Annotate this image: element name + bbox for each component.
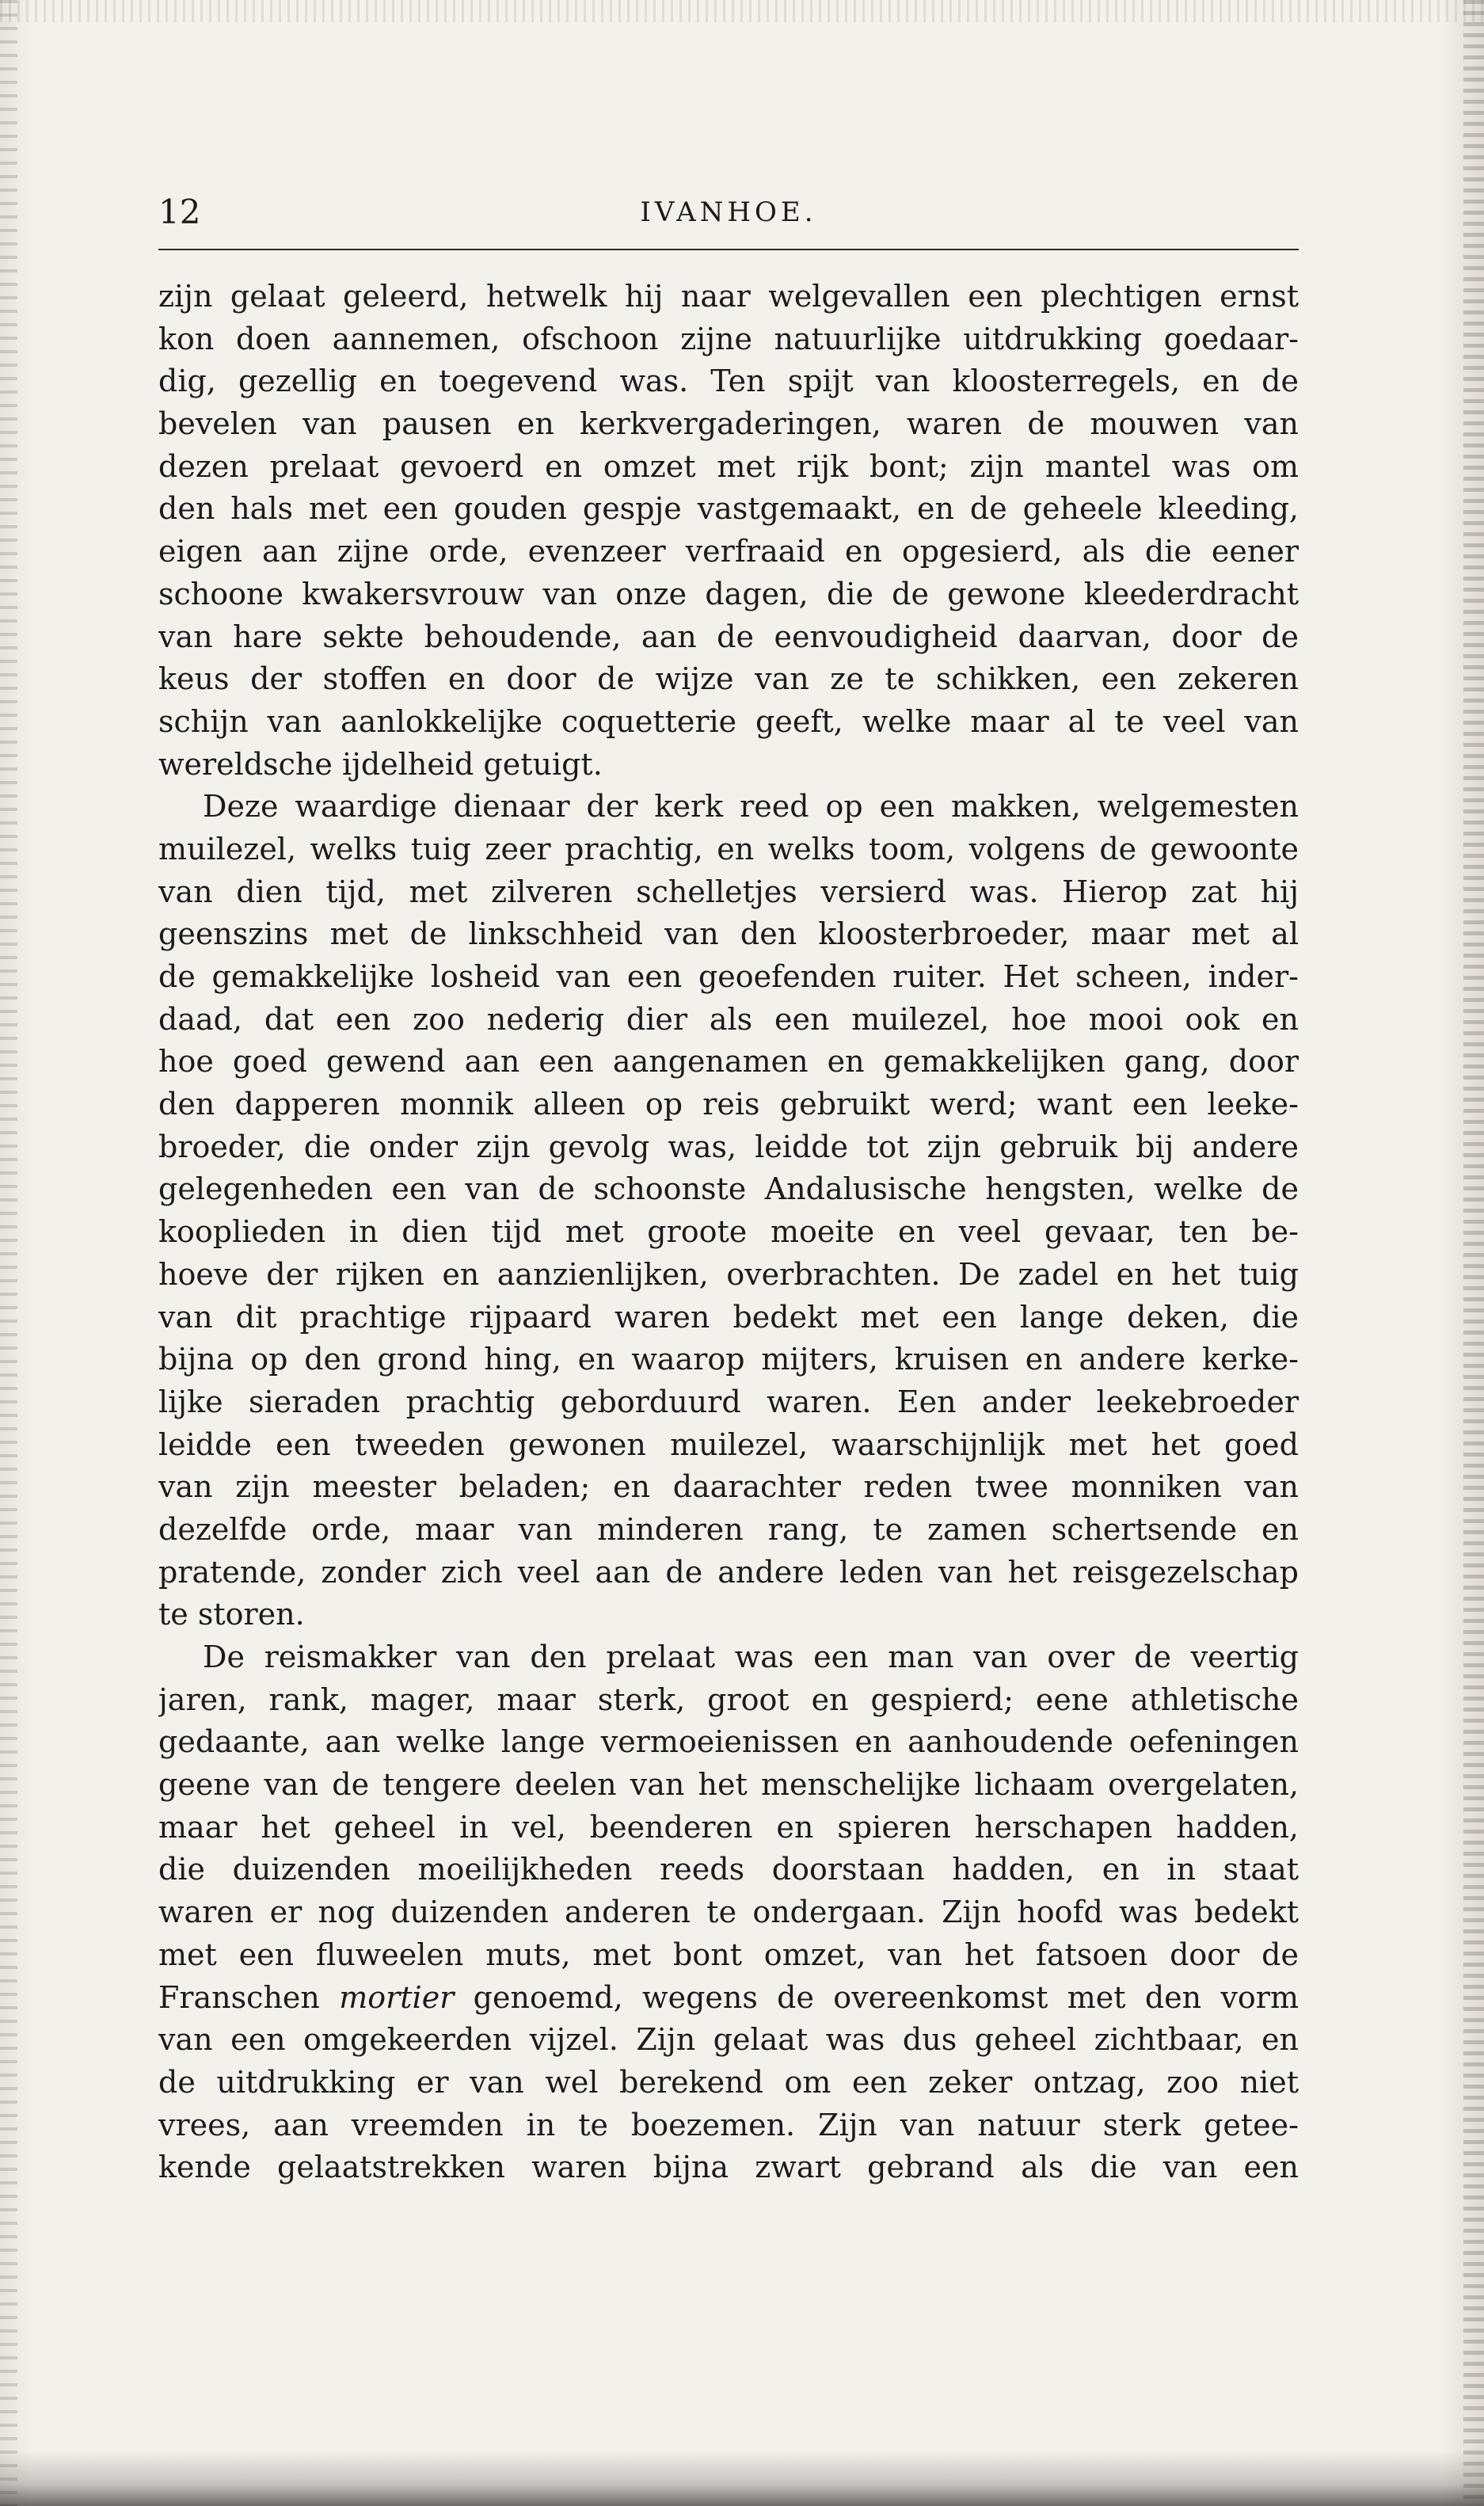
text-line: gedaante, aan welke lange vermoeienissen en aanhoudende oefeningen — [158, 1724, 1299, 1760]
body-text — [158, 276, 1299, 2189]
text-line: jaren, rank, mager, maar sterk, groot en gespierd; eene athletische — [158, 1681, 1299, 1717]
text-line: hoeve der rijken en aanzienlijken, overbrachten. De zadel en het tuig — [158, 1256, 1299, 1292]
running-title: IVANHOE. — [640, 196, 817, 228]
scan-edge-top — [0, 0, 1484, 22]
scan-edge-bottom — [0, 2451, 1484, 2506]
text-line: hoe goed gewend aan een aangenamen en gemakkelijken gang, door — [158, 1044, 1299, 1080]
text-line: den dapperen monnik alleen op reis gebruikt werd; want een leeke- — [158, 1087, 1299, 1122]
text-line: muilezel, welks tuig zeer prachtig, en welks toom, volgens de gewoonte — [158, 831, 1299, 866]
text-line: leidde een tweeden gewonen muilezel, waarschijnlijk met het goed — [158, 1426, 1299, 1462]
text-line: broeder, die onder zijn gevolg was, leidde tot zijn gebruik bij andere — [158, 1129, 1299, 1164]
text-line: met een fluweelen muts, met bont omzet, van het fatsoen door de — [158, 1937, 1299, 1972]
text-fragment: Franschen — [158, 1979, 340, 2015]
text-line: eigen aan zijne orde, evenzeer verfraaid en opgesierd, als die eener — [158, 534, 1299, 569]
text-line: zijn gelaat geleerd, hetwelk hij naar welgevallen een plechtigen ernst — [158, 279, 1299, 314]
text-line: gelegenheden een van de schoonste Andalusische hengsten, welke de — [158, 1171, 1299, 1207]
text-line — [158, 1977, 1299, 2020]
text-line: waren er nog duizenden anderen te ondergaan. Zijn hoofd was bedekt — [158, 1895, 1299, 1930]
page-number: 12 — [158, 192, 201, 231]
scan-edge-right — [1463, 0, 1484, 2506]
text-line: te storen. — [158, 1597, 305, 1632]
text-line: van een omgekeerden vijzel. Zijn gelaat was dus geheel zichtbaar, en — [158, 2022, 1299, 2058]
text-line: kende gelaatstrekken waren bijna zwart gebrand als die van een — [158, 2150, 1299, 2185]
text-line: van hare sekte behoudende, aan de eenvoudigheid daarvan, door de — [158, 619, 1299, 654]
text-line: kon doen aannemen, ofschoon zijne natuurlijke uitdrukking goedaar- — [158, 321, 1299, 356]
text-fragment: genoemd, wegens de overeenkomst met den vorm — [454, 1979, 1299, 2015]
scan-edge-left — [0, 0, 17, 2506]
text-line: kooplieden in dien tijd met groote moeite en veel gevaar, ten be- — [158, 1214, 1299, 1250]
text-line: keus der stoffen en door de wijze van ze te schikken, een zekeren — [158, 661, 1299, 697]
text-line: bijna op den grond hing, en waarop mijters, kruisen en andere kerke- — [158, 1342, 1299, 1377]
text-line: geenszins met de linkschheid van den kloosterbroeder, maar met al — [158, 916, 1299, 952]
text-line: pratende, zonder zich veel aan de andere leden van het reisgezelschap — [158, 1554, 1299, 1590]
text-line: van dien tijd, met zilveren schelletjes versierd was. Hierop zat hij — [158, 874, 1299, 909]
text-line: van dit prachtige rijpaard waren bedekt met een lange deken, die — [158, 1299, 1299, 1335]
text-line: Deze waardige dienaar der kerk reed op een makken, welgemesten — [203, 789, 1299, 825]
text-line: daad, dat een zoo nederig dier als een muilezel, hoe mooi ook en — [158, 1001, 1299, 1037]
text-line: De reismakker van den prelaat was een man van over de veertig — [203, 1640, 1299, 1674]
text-line: dezelfde orde, maar van minderen rang, te zamen schertsende en — [158, 1511, 1299, 1547]
text-line: lijke sieraden prachtig geborduurd waren. Een ander leekebroeder — [158, 1384, 1299, 1419]
text-line: dezen prelaat gevoerd en omzet met rijk bont; zijn mantel was om — [158, 448, 1299, 484]
text-line: de uitdrukking er van wel berekend om een zeker ontzag, zoo niet — [158, 2064, 1299, 2100]
italic-term: mortier — [339, 1979, 455, 2015]
text-line: die duizenden moeilijkheden reeds doorstaan hadden, en in staat — [158, 1852, 1299, 1887]
text-line: vrees, aan vreemden in te boezemen. Zijn van natuur sterk getee- — [158, 2107, 1299, 2142]
text-line: geene van de tengere deelen van het menschelijke lichaam overgelaten, — [158, 1767, 1299, 1803]
text-line: maar het geheel in vel, beenderen en spieren herschapen hadden, — [158, 1809, 1299, 1845]
text-line: bevelen van pausen en kerkvergaderingen, waren de mouwen van — [158, 406, 1299, 442]
text-line: de gemakkelijke losheid van een geoefenden ruiter. Het scheen, inder- — [158, 959, 1299, 994]
text-line: wereldsche ijdelheid getuigt. — [158, 746, 603, 782]
text-line: dig, gezellig en toegevend was. Ten spijt van kloosterregels, en de — [158, 364, 1299, 399]
page-header — [158, 189, 1299, 236]
text-line: van zijn meester beladen; en daarachter reden twee monniken van — [158, 1469, 1299, 1505]
header-rule — [158, 249, 1299, 250]
text-line: den hals met een gouden gespje vastgemaakt, en de geheele kleeding, — [158, 491, 1299, 527]
text-line: schijn van aanlokkelijke coquetterie geeft, welke maar al te veel van — [158, 703, 1299, 739]
text-line: schoone kwakersvrouw van onze dagen, die de gewone kleederdracht — [158, 576, 1299, 611]
